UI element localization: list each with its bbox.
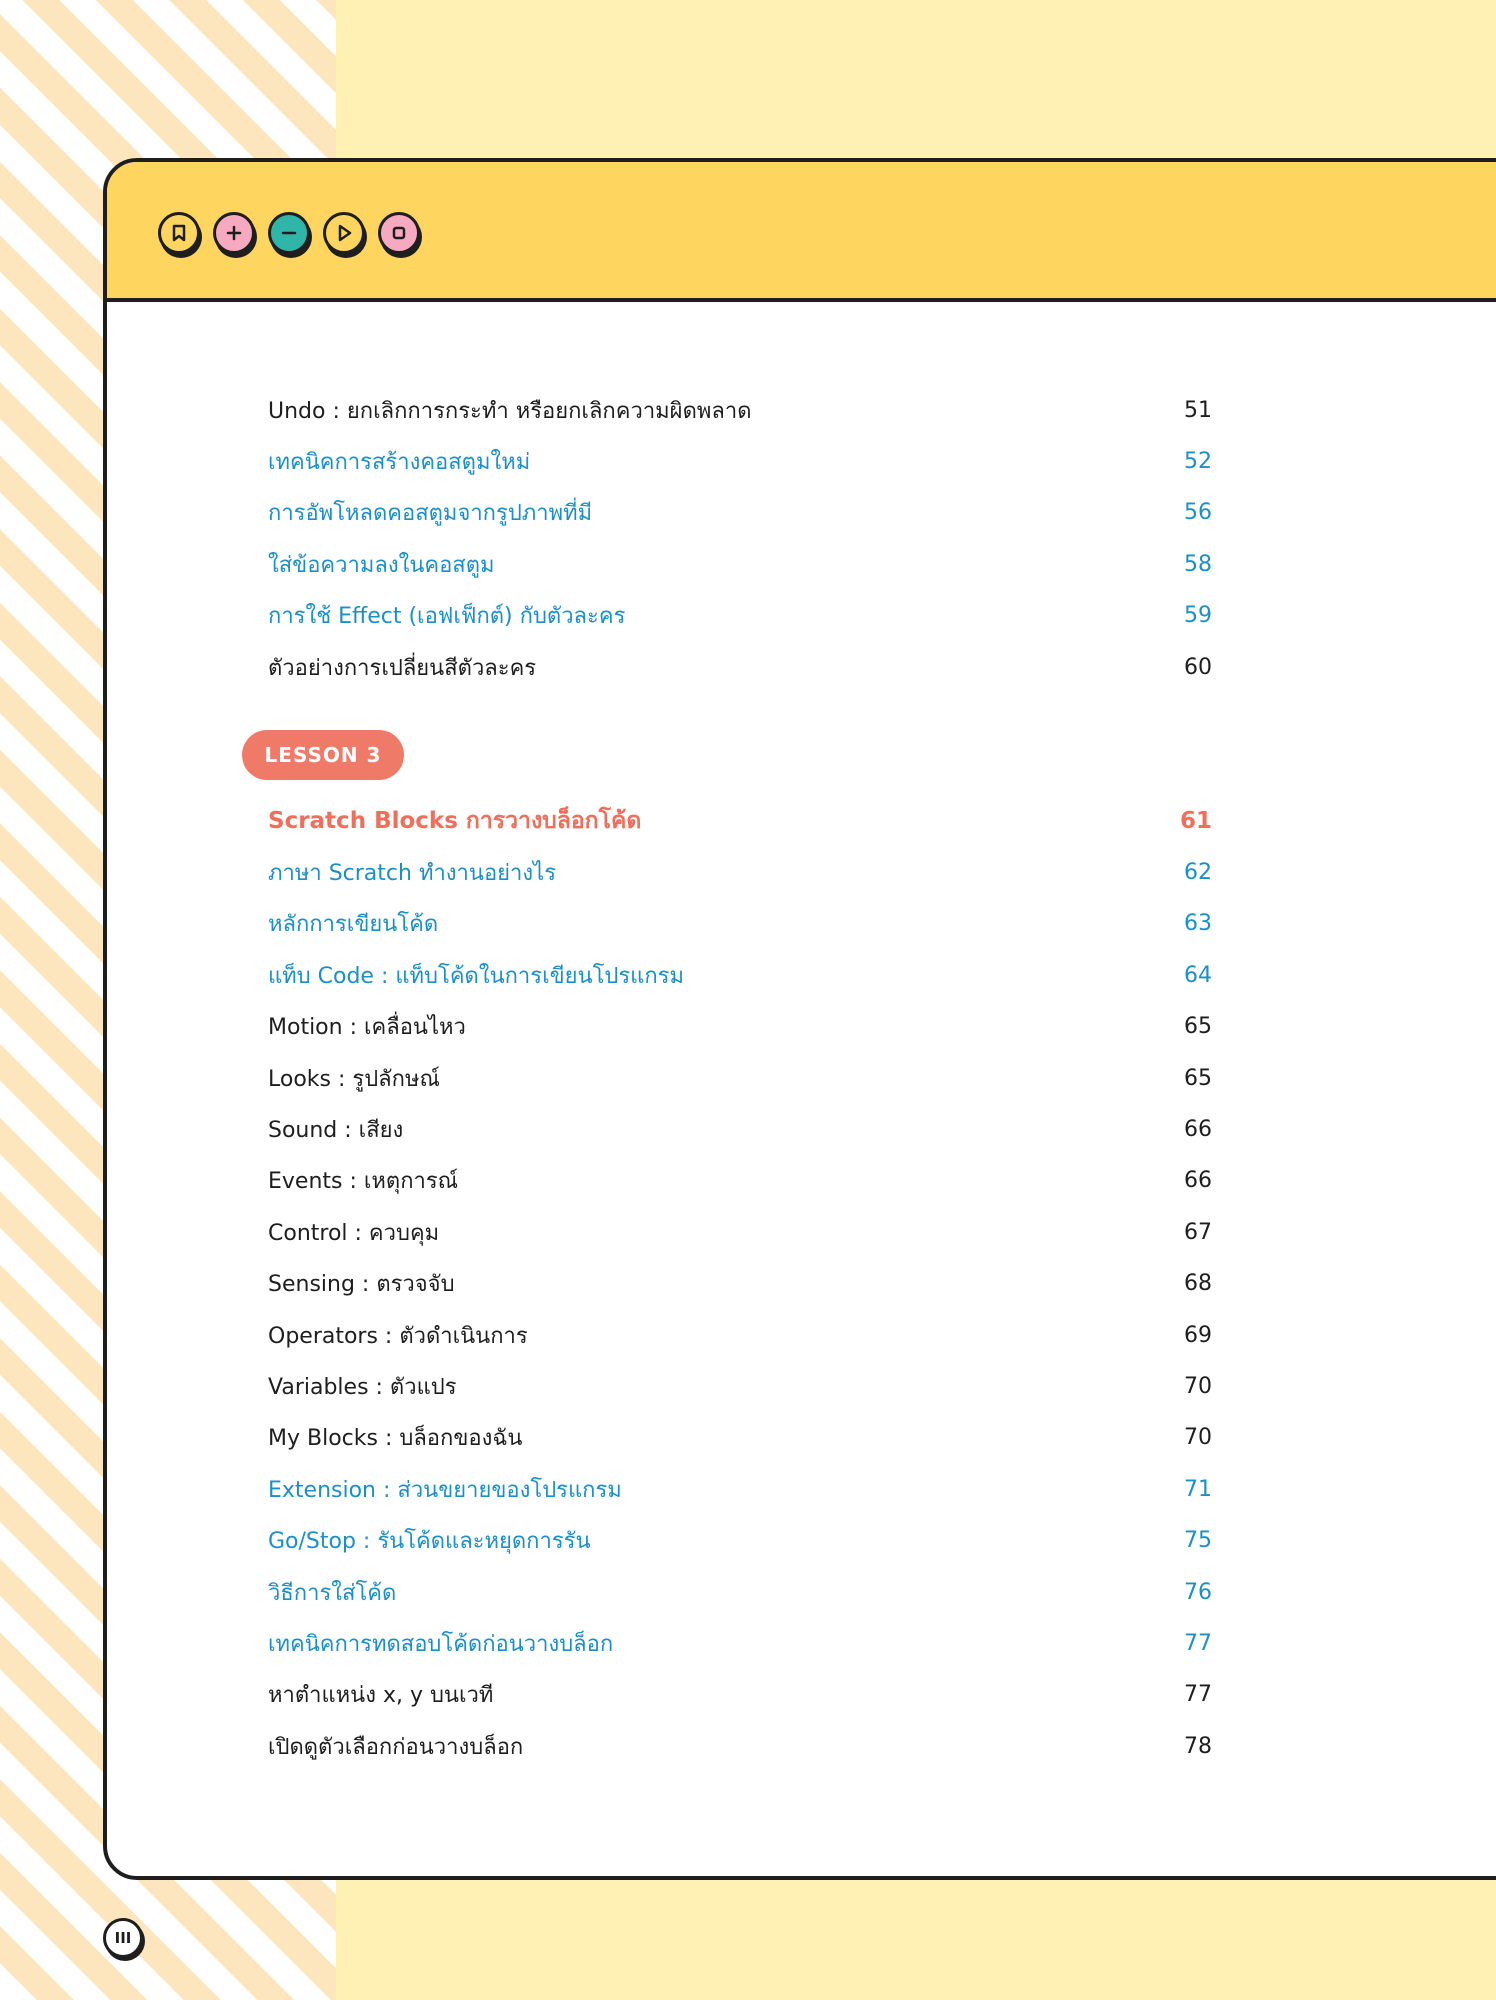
toc-entry-title: วิธีการใส่โค้ด <box>268 1580 397 1606</box>
toc-entry-page: 78 <box>1184 1733 1212 1759</box>
bookmark-icon[interactable] <box>158 212 200 254</box>
toc-entry-title: Operators : ตัวดำเนินการ <box>268 1323 528 1349</box>
toc-entry-title: หลักการเขียนโค้ด <box>268 912 439 938</box>
toc-entry[interactable] <box>268 801 1212 841</box>
toc-entry-page: 66 <box>1184 1116 1212 1142</box>
window-toolbar <box>107 162 1496 302</box>
toc-entry-page: 70 <box>1184 1373 1212 1399</box>
minus-icon[interactable] <box>268 212 310 254</box>
toc-entry[interactable] <box>268 1315 1212 1355</box>
toc-entry-title: เทคนิคการสร้างคอสตูมใหม่ <box>268 449 531 475</box>
toc-entry[interactable] <box>268 1521 1212 1561</box>
toc-entry-page: 64 <box>1184 962 1212 988</box>
toc-entry-page: 52 <box>1184 448 1212 474</box>
toc-entry-page: 66 <box>1184 1168 1212 1194</box>
toc-entry[interactable] <box>268 1572 1212 1612</box>
toc-entry[interactable] <box>268 1675 1212 1715</box>
toc-entry[interactable] <box>268 1418 1212 1458</box>
toc-entry-page: 60 <box>1184 654 1212 680</box>
stop-icon[interactable] <box>378 212 420 254</box>
toc-entry-page: 63 <box>1184 911 1212 937</box>
toc-entry[interactable] <box>268 904 1212 944</box>
toc-entry-page: 76 <box>1184 1579 1212 1605</box>
toc-entry-title: Events : เหตุการณ์ <box>268 1169 459 1195</box>
toc-entry-title: Motion : เคลื่อนไหว <box>268 1015 466 1041</box>
toc-entry[interactable] <box>268 1366 1212 1406</box>
toc-entry-title: ตัวอย่างการเปลี่ยนสีตัวละคร <box>268 655 537 681</box>
toc-entry-title: Extension : ส่วนขยายของโปรแกรม <box>268 1477 622 1503</box>
toc-entry-page: 58 <box>1184 551 1212 577</box>
toc-entry[interactable] <box>268 1007 1212 1047</box>
toc-entry-page: 71 <box>1184 1476 1212 1502</box>
toc-entry[interactable] <box>268 647 1212 687</box>
toc-entry-page: 65 <box>1184 1014 1212 1040</box>
toc-entry-page: 77 <box>1184 1682 1212 1708</box>
toc-entry-title: Sound : เสียง <box>268 1117 404 1143</box>
toc-entry[interactable] <box>268 493 1212 533</box>
toc-entry-title: การใช้ Effect (เอฟเฟ็กต์) กับตัวละคร <box>268 604 626 630</box>
toc-entry[interactable] <box>268 852 1212 892</box>
toc-entry-title: Looks : รูปลักษณ์ <box>268 1066 440 1092</box>
play-icon[interactable] <box>323 212 365 254</box>
toc-entry[interactable] <box>268 441 1212 481</box>
toc-entry[interactable] <box>268 1623 1212 1663</box>
toc-entry-title: Variables : ตัวแปร <box>268 1374 457 1400</box>
toc-entry-title: Go/Stop : รันโค้ดและหยุดการรัน <box>268 1529 591 1555</box>
toc-entry-page: 67 <box>1184 1219 1212 1245</box>
toc-entry-title: Control : ควบคุม <box>268 1220 440 1246</box>
toc-entry[interactable] <box>268 1726 1212 1766</box>
toc-entry-title: Sensing : ตรวจจับ <box>268 1272 455 1298</box>
toc-entry[interactable] <box>268 1109 1212 1149</box>
toc-entry-page: 65 <box>1184 1065 1212 1091</box>
toc-entry-page: 75 <box>1184 1528 1212 1554</box>
toc-entry-page: 59 <box>1184 603 1212 629</box>
toc-entry-title: เปิดดูตัวเลือกก่อนวางบล็อก <box>268 1734 524 1760</box>
toc-entry-title: การอัพโหลดคอสตูมจากรูปภาพที่มี <box>268 501 593 527</box>
toc-entry-page: 77 <box>1184 1630 1212 1656</box>
toc-entry-title: หาตำแหน่ง x, y บนเวที <box>268 1683 494 1709</box>
toc-entry[interactable] <box>268 1161 1212 1201</box>
toc-entry-page: 70 <box>1184 1425 1212 1451</box>
toc-entry-page: 69 <box>1184 1322 1212 1348</box>
toc-entry-page: 61 <box>1179 808 1212 834</box>
toc-entry-page: 68 <box>1184 1271 1212 1297</box>
lesson-badge: LESSON 3 <box>242 730 404 780</box>
toc-entry-title: เทคนิคการทดสอบโค้ดก่อนวางบล็อก <box>268 1631 614 1657</box>
toc-entry-title: My Blocks : บล็อกของฉัน <box>268 1426 523 1452</box>
toc-entry-title: Undo : ยกเลิกการกระทำ หรือยกเลิกความผิดพลาด <box>268 398 752 424</box>
toc-entry-page: 56 <box>1184 500 1212 526</box>
plus-icon[interactable] <box>213 212 255 254</box>
toc-entry-title: ภาษา Scratch ทำงานอย่างไร <box>268 860 557 886</box>
toc-entry[interactable] <box>268 544 1212 584</box>
toc-entry[interactable] <box>268 955 1212 995</box>
toc-entry[interactable] <box>268 1058 1212 1098</box>
toc-entry-title: Scratch Blocks การวางบล็อกโค้ด <box>268 808 642 834</box>
toc-entry-page: 51 <box>1184 397 1212 423</box>
toc-entry[interactable] <box>268 1469 1212 1509</box>
toc-entry[interactable] <box>268 390 1212 430</box>
toc-entry-page: 62 <box>1184 859 1212 885</box>
toc-entry[interactable] <box>268 1264 1212 1304</box>
toc-entry-title: แท็บ Code : แท็บโค้ดในการเขียนโปรแกรม <box>268 963 685 989</box>
toc-entry[interactable] <box>268 1212 1212 1252</box>
toc-entry-title: ใส่ข้อความลงในคอสตูม <box>268 552 495 578</box>
toc-entry[interactable] <box>268 596 1212 636</box>
page-number: III <box>103 1918 143 1958</box>
